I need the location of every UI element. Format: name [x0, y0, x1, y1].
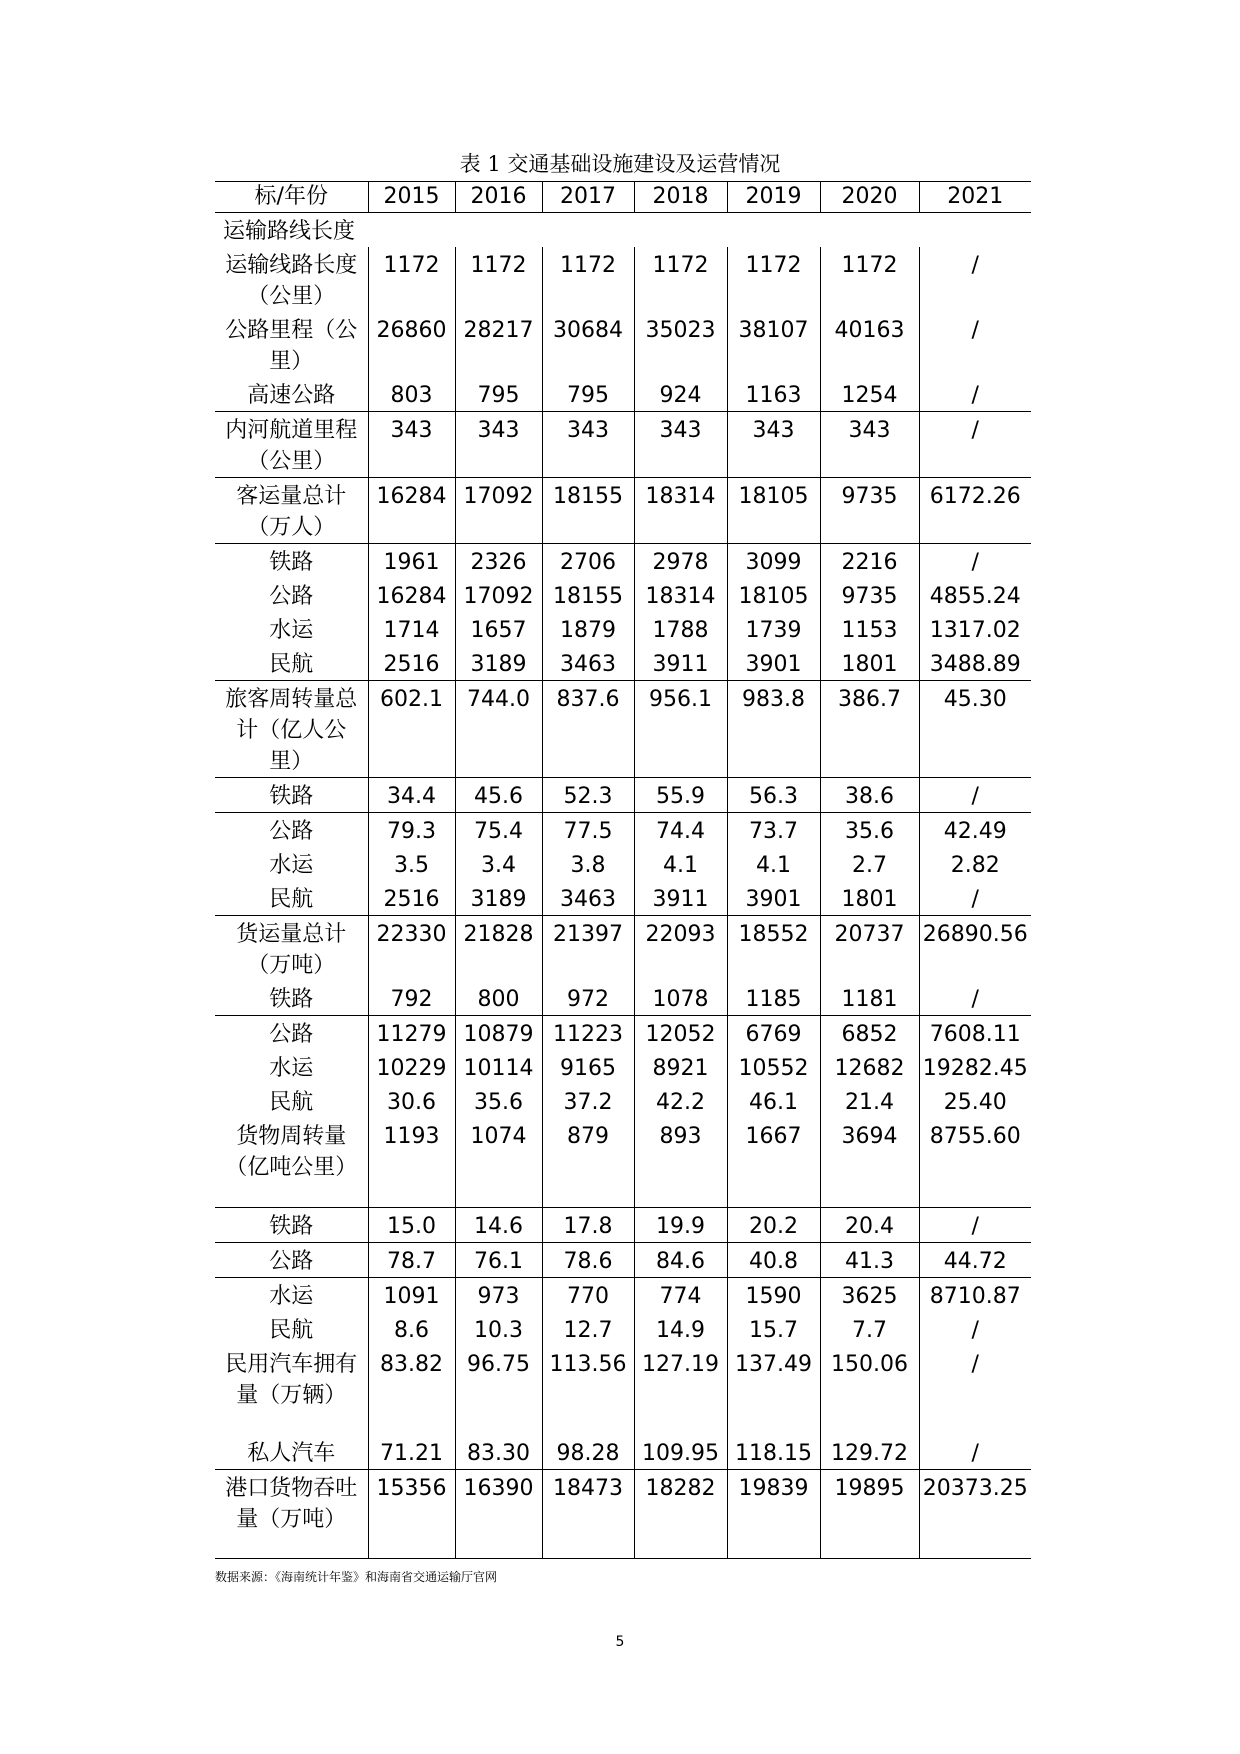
value-cell: 55.9 [634, 778, 727, 813]
value-cell: 1801 [820, 881, 919, 916]
row-label: 铁路 [215, 1207, 368, 1242]
value-cell: 1714 [368, 612, 455, 646]
value-cell: 113.56 [542, 1346, 634, 1435]
value-cell: 386.7 [820, 681, 919, 778]
value-cell: 3694 [820, 1118, 919, 1207]
table-row [215, 612, 1031, 646]
value-cell: 2978 [634, 544, 727, 579]
value-cell: 774 [634, 1277, 727, 1312]
value-cell: / [919, 1312, 1031, 1346]
value-cell: 837.6 [542, 681, 634, 778]
value-cell: 3099 [727, 544, 820, 579]
value-cell: 1657 [455, 612, 542, 646]
value-cell: 12682 [820, 1050, 919, 1084]
value-cell: 803 [368, 377, 455, 412]
value-cell: 30.6 [368, 1084, 455, 1118]
value-cell: 18105 [727, 578, 820, 612]
value-cell: / [919, 377, 1031, 412]
value-cell: 18314 [634, 478, 727, 544]
row-label: 客运量总计（万人） [215, 478, 368, 544]
value-cell: 20.4 [820, 1207, 919, 1242]
table-row [215, 312, 1031, 377]
value-cell: 18155 [542, 578, 634, 612]
value-cell: 795 [542, 377, 634, 412]
value-cell: 3.5 [368, 847, 455, 881]
table-row [215, 544, 1031, 579]
value-cell: 15.7 [727, 1312, 820, 1346]
value-cell: 1181 [820, 981, 919, 1016]
value-cell: / [919, 1435, 1031, 1470]
value-cell: / [919, 981, 1031, 1016]
value-cell: 42.49 [919, 813, 1031, 848]
value-cell: / [919, 881, 1031, 916]
value-cell: 30684 [542, 312, 634, 377]
value-cell: 35.6 [455, 1084, 542, 1118]
value-cell: 1801 [820, 646, 919, 681]
value-cell: 96.75 [455, 1346, 542, 1435]
table-caption: 表 1 交通基础设施建设及运营情况 [459, 152, 781, 176]
value-cell: 45.30 [919, 681, 1031, 778]
value-cell: 11279 [368, 1016, 455, 1051]
row-label: 民航 [269, 1090, 314, 1115]
value-cell: 6852 [820, 1016, 919, 1051]
value-cell: 1254 [820, 377, 919, 412]
value-cell: 83.30 [455, 1435, 542, 1470]
header-cell: 2020 [820, 182, 919, 213]
value-cell: 6769 [727, 1016, 820, 1051]
table-row [215, 247, 1031, 312]
value-cell: 20.2 [727, 1207, 820, 1242]
value-cell: 8921 [634, 1050, 727, 1084]
row-label: 旅客周转量总计（亿人公里） [215, 681, 368, 778]
value-cell: 42.2 [634, 1084, 727, 1118]
value-cell: 18552 [727, 916, 820, 982]
row-label: 水运 [269, 1056, 314, 1081]
table-row [215, 1435, 1031, 1470]
row-label: 民航 [269, 887, 314, 912]
value-cell: 38107 [727, 312, 820, 377]
value-cell: 1879 [542, 612, 634, 646]
value-cell: 1185 [727, 981, 820, 1016]
value-cell: 28217 [455, 312, 542, 377]
value-cell: 956.1 [634, 681, 727, 778]
section-title: 运输路线长度 [223, 219, 356, 244]
table-row [215, 478, 1031, 544]
value-cell: 1172 [542, 247, 634, 312]
table-row [215, 1084, 1031, 1118]
value-cell: 602.1 [368, 681, 455, 778]
value-cell: 37.2 [542, 1084, 634, 1118]
table-row [215, 578, 1031, 612]
row-label: 公路 [269, 584, 314, 609]
value-cell: 18314 [634, 578, 727, 612]
table-row [215, 916, 1031, 982]
value-cell: 1667 [727, 1118, 820, 1207]
value-cell: 10114 [455, 1050, 542, 1084]
row-label: 高速公路 [247, 383, 336, 408]
row-label: 公路 [215, 813, 368, 848]
value-cell: 25.40 [919, 1084, 1031, 1118]
value-cell: 924 [634, 377, 727, 412]
value-cell: 98.28 [542, 1435, 634, 1470]
page-number: 5 [615, 1634, 625, 1650]
value-cell: 22330 [368, 916, 455, 982]
value-cell: 41.3 [820, 1242, 919, 1277]
value-cell: 1172 [368, 247, 455, 312]
table-row [215, 1277, 1031, 1312]
value-cell: 6172.26 [919, 478, 1031, 544]
value-cell: 2.82 [919, 847, 1031, 881]
value-cell: 3.4 [455, 847, 542, 881]
row-label: 铁路 [215, 778, 368, 813]
value-cell: 7.7 [820, 1312, 919, 1346]
value-cell: 56.3 [727, 778, 820, 813]
table-row [215, 847, 1031, 881]
value-cell: 16284 [368, 478, 455, 544]
value-cell: 83.82 [368, 1346, 455, 1435]
value-cell: 343 [455, 412, 542, 478]
row-label: 公路里程（公里） [225, 318, 358, 374]
row-label: 水运 [215, 1277, 368, 1312]
value-cell: 1153 [820, 612, 919, 646]
value-cell: 38.6 [820, 778, 919, 813]
table-header-row [215, 182, 1031, 213]
value-cell: / [919, 1207, 1031, 1242]
value-cell: 4.1 [727, 847, 820, 881]
table-row [215, 1346, 1031, 1435]
value-cell: 20737 [820, 916, 919, 982]
value-cell: 3911 [634, 646, 727, 681]
header-cell: 标/年份 [215, 182, 368, 213]
header-cell: 2015 [368, 182, 455, 213]
value-cell: 15356 [368, 1469, 455, 1558]
table-row [215, 681, 1031, 778]
row-label: 民航 [269, 1317, 314, 1343]
value-cell: 3.8 [542, 847, 634, 881]
value-cell: 15.0 [368, 1207, 455, 1242]
table-row [215, 646, 1031, 681]
value-cell: 10.3 [455, 1312, 542, 1346]
value-cell: 1078 [634, 981, 727, 1016]
table-row [215, 981, 1031, 1016]
value-cell: 770 [542, 1277, 634, 1312]
table-row [215, 1118, 1031, 1207]
value-cell: 9165 [542, 1050, 634, 1084]
value-cell: 17.8 [542, 1207, 634, 1242]
value-cell: 26860 [368, 312, 455, 377]
value-cell: 3463 [542, 646, 634, 681]
value-cell: 893 [634, 1118, 727, 1207]
value-cell: 34.4 [368, 778, 455, 813]
value-cell: 3189 [455, 881, 542, 916]
value-cell: 1193 [368, 1118, 455, 1207]
row-label: 水运 [269, 853, 314, 878]
value-cell: 46.1 [727, 1084, 820, 1118]
value-cell: 26890.56 [919, 916, 1031, 982]
header-cell: 2021 [919, 182, 1031, 213]
header-cell: 2016 [455, 182, 542, 213]
value-cell: 73.7 [727, 813, 820, 848]
value-cell: 2.7 [820, 847, 919, 881]
value-cell: / [919, 778, 1031, 813]
value-cell: 21.4 [820, 1084, 919, 1118]
value-cell: 7608.11 [919, 1016, 1031, 1051]
value-cell: 21828 [455, 916, 542, 982]
value-cell: 4855.24 [919, 578, 1031, 612]
value-cell: 77.5 [542, 813, 634, 848]
value-cell: 20373.25 [919, 1469, 1031, 1558]
value-cell: 2216 [820, 544, 919, 579]
row-label: 内河航道里程（公里） [215, 412, 368, 478]
value-cell: 8710.87 [919, 1277, 1031, 1312]
value-cell: 12.7 [542, 1312, 634, 1346]
value-cell: 1172 [820, 247, 919, 312]
value-cell: 40163 [820, 312, 919, 377]
row-label: 运输线路长度（公里） [225, 253, 358, 309]
table-row [215, 1207, 1031, 1242]
value-cell: 4.1 [634, 847, 727, 881]
value-cell: 71.21 [368, 1435, 455, 1470]
header-cell: 2017 [542, 182, 634, 213]
value-cell: 3463 [542, 881, 634, 916]
value-cell: 9735 [820, 478, 919, 544]
transport-table [215, 181, 1031, 1559]
value-cell: 14.9 [634, 1312, 727, 1346]
value-cell: / [919, 1346, 1031, 1435]
value-cell: 78.7 [368, 1242, 455, 1277]
table-row [215, 778, 1031, 813]
value-cell: 109.95 [634, 1435, 727, 1470]
value-cell: 3911 [634, 881, 727, 916]
value-cell: 35023 [634, 312, 727, 377]
value-cell: 3189 [455, 646, 542, 681]
value-cell: 79.3 [368, 813, 455, 848]
table-row [215, 881, 1031, 916]
row-label: 私人汽车 [247, 1440, 336, 1466]
value-cell: 12052 [634, 1016, 727, 1051]
value-cell: 21397 [542, 916, 634, 982]
value-cell: 983.8 [727, 681, 820, 778]
value-cell: 118.15 [727, 1435, 820, 1470]
table-row [215, 1312, 1031, 1346]
value-cell: 44.72 [919, 1242, 1031, 1277]
row-label: 民用汽车拥有量（万辆） [225, 1351, 358, 1408]
value-cell: 1172 [634, 247, 727, 312]
value-cell: 1788 [634, 612, 727, 646]
value-cell: 343 [542, 412, 634, 478]
value-cell: 1074 [455, 1118, 542, 1207]
table-row [215, 813, 1031, 848]
value-cell: 1961 [368, 544, 455, 579]
value-cell: 343 [820, 412, 919, 478]
value-cell: 45.6 [455, 778, 542, 813]
value-cell: 973 [455, 1277, 542, 1312]
value-cell: 18105 [727, 478, 820, 544]
row-label: 公路 [215, 1242, 368, 1277]
value-cell: 3901 [727, 646, 820, 681]
value-cell: 16390 [455, 1469, 542, 1558]
value-cell: 18155 [542, 478, 634, 544]
value-cell: / [919, 544, 1031, 579]
value-cell: 2516 [368, 646, 455, 681]
value-cell: 1163 [727, 377, 820, 412]
value-cell: 19.9 [634, 1207, 727, 1242]
value-cell: 40.8 [727, 1242, 820, 1277]
value-cell: 3625 [820, 1277, 919, 1312]
value-cell: 9735 [820, 578, 919, 612]
source-note: 数据来源：《海南统计年鉴》和海南省交通运输厅官网 [215, 1570, 498, 1584]
value-cell: / [919, 312, 1031, 377]
value-cell: 11223 [542, 1016, 634, 1051]
value-cell: 150.06 [820, 1346, 919, 1435]
row-label: 水运 [269, 618, 314, 643]
value-cell: / [919, 412, 1031, 478]
value-cell: 75.4 [455, 813, 542, 848]
row-label: 公路 [215, 1016, 368, 1051]
row-label: 铁路 [269, 987, 314, 1012]
value-cell: 22093 [634, 916, 727, 982]
value-cell: 1739 [727, 612, 820, 646]
value-cell: 1091 [368, 1277, 455, 1312]
value-cell: 84.6 [634, 1242, 727, 1277]
value-cell: 3488.89 [919, 646, 1031, 681]
value-cell: 10879 [455, 1016, 542, 1051]
value-cell: 52.3 [542, 778, 634, 813]
value-cell: 3901 [727, 881, 820, 916]
value-cell: 17092 [455, 578, 542, 612]
value-cell: 1172 [455, 247, 542, 312]
header-cell: 2018 [634, 182, 727, 213]
value-cell: 744.0 [455, 681, 542, 778]
row-label: 货物周转量（亿吨公里） [225, 1124, 358, 1180]
value-cell: 1317.02 [919, 612, 1031, 646]
value-cell: 129.72 [820, 1435, 919, 1470]
value-cell: 343 [634, 412, 727, 478]
value-cell: 343 [368, 412, 455, 478]
row-label: 民航 [269, 652, 314, 677]
section-row [215, 213, 1031, 248]
value-cell: 19895 [820, 1469, 919, 1558]
value-cell: 19839 [727, 1469, 820, 1558]
value-cell: 8.6 [368, 1312, 455, 1346]
value-cell: 14.6 [455, 1207, 542, 1242]
value-cell: 35.6 [820, 813, 919, 848]
table-row [215, 1016, 1031, 1051]
row-label: 货运量总计（万吨） [215, 916, 368, 982]
value-cell: 10552 [727, 1050, 820, 1084]
header-cell: 2019 [727, 182, 820, 213]
value-cell: 17092 [455, 478, 542, 544]
value-cell: 2326 [455, 544, 542, 579]
value-cell: 2706 [542, 544, 634, 579]
value-cell: 972 [542, 981, 634, 1016]
value-cell: 74.4 [634, 813, 727, 848]
value-cell: 19282.45 [919, 1050, 1031, 1084]
value-cell: 18473 [542, 1469, 634, 1558]
table-row [215, 1050, 1031, 1084]
value-cell: 795 [455, 377, 542, 412]
value-cell: 879 [542, 1118, 634, 1207]
value-cell: 1590 [727, 1277, 820, 1312]
table-row [215, 377, 1031, 412]
value-cell: 10229 [368, 1050, 455, 1084]
value-cell: 76.1 [455, 1242, 542, 1277]
value-cell: 137.49 [727, 1346, 820, 1435]
value-cell: 127.19 [634, 1346, 727, 1435]
value-cell: 78.6 [542, 1242, 634, 1277]
value-cell: 1172 [727, 247, 820, 312]
table-row [215, 1469, 1031, 1558]
row-label: 铁路 [215, 544, 368, 579]
value-cell: 16284 [368, 578, 455, 612]
row-label: 港口货物吞吐量（万吨） [215, 1469, 368, 1558]
value-cell: 792 [368, 981, 455, 1016]
value-cell: 18282 [634, 1469, 727, 1558]
value-cell: 343 [727, 412, 820, 478]
value-cell: 2516 [368, 881, 455, 916]
value-cell: 8755.60 [919, 1118, 1031, 1207]
table-row [215, 1242, 1031, 1277]
value-cell: / [919, 247, 1031, 312]
table-row [215, 412, 1031, 478]
value-cell: 800 [455, 981, 542, 1016]
